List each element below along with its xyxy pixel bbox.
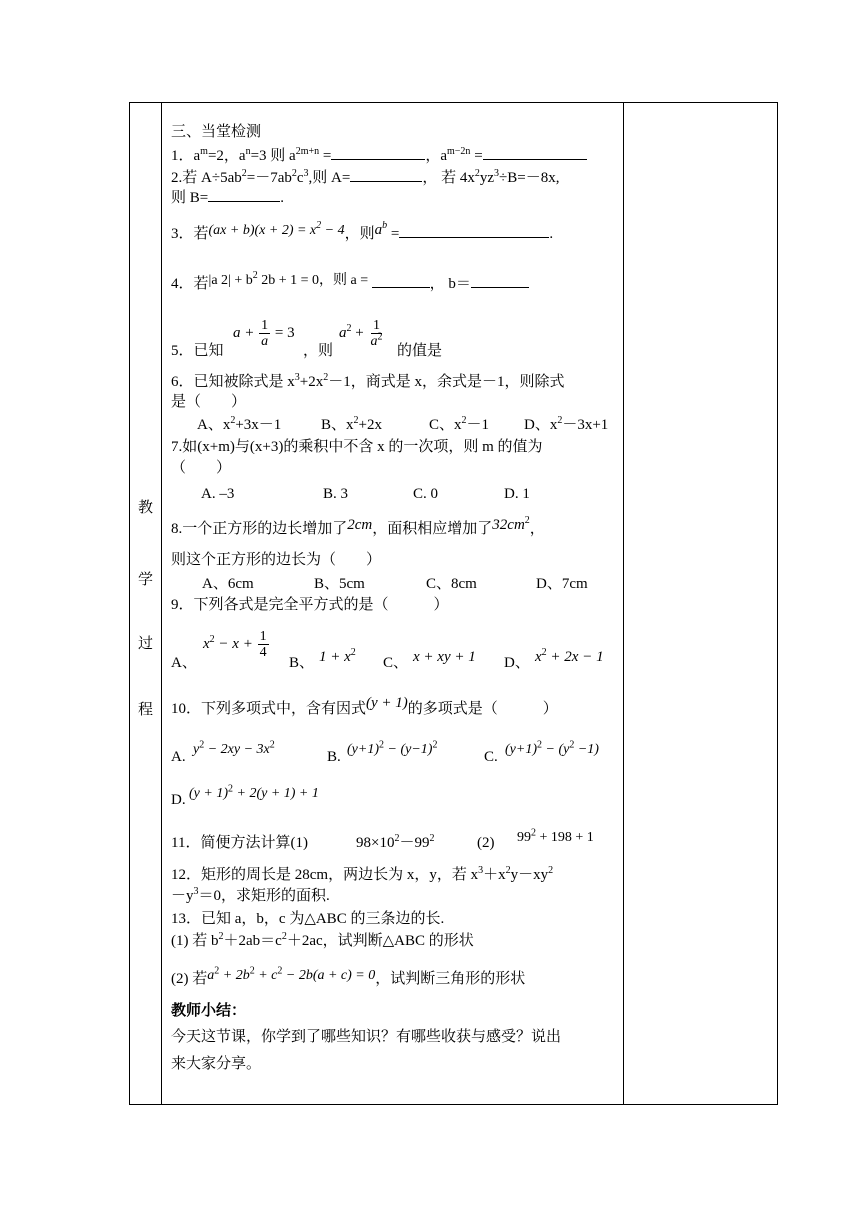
option-d-expression: $(y + 1)^2 + 2(y + 1) + 1$ <box>189 783 319 801</box>
question-12-line-2: $-y^3=0$，求矩形的面积. <box>171 886 330 904</box>
question-13-part-2: (2) 若$a^2 + 2b^2 + c^2 - 2b(a + c) = 0$，试判断三角形的形状 <box>171 965 526 987</box>
option-b[interactable]: B、$x^2+2x$ <box>321 415 382 433</box>
option-b[interactable]: B、 <box>289 655 315 671</box>
question-11: 11．简便方法计算(1) $98\times 10^2-99^2$ (2) $99^2 + 198 + 1$ <box>171 827 594 851</box>
option-c[interactable]: C. 0 <box>413 486 439 502</box>
option-a[interactable]: A、6cm <box>202 576 254 592</box>
option-d[interactable]: D、$x^2-3x+1$ <box>524 415 609 433</box>
question-8-line-2: 则这个正方形的边长为（ ） <box>171 552 382 568</box>
answer-blank[interactable] <box>483 145 587 160</box>
option-a-expression: $x^2 - x$ + $\frac{1}{4}$ <box>203 629 267 660</box>
question-3: 3．若$(ax + b)(x + 2) = x^2 - 4$，则$a^b$ = . <box>171 220 554 242</box>
worksheet-page: 教 学 过 程 三、当堂检测 1．$a^m=2$，$a^n=3$ 则 $a^{2m+n}$ = ，$a^{m-2n}$ = 2.若 $A\div 5ab^2=-7ab^2c^3$,则 A= ， 若 $4x^2yz^3\div B=-8x$, 则 B= . 3．若$(ax + b)(x + 2) = x^2 - 4$，则$a^b$ = . 4．若|a $2| + b^2$ 2b + 1 = 0，则 a = ， b＝ 5．已知 a + $\frac{1}{a}$ = 3 ，则 $a^2$ + $\frac{1}{a^2}$ 的值是 6．已知被除式是 $x^3+2x^2-1$，商式是 x，余式是－1，则除式 是（ ） A、$x^2+3x-1$ B、$x^2+2x$ C、$x^2-1$ D、$x^2-3x+1$ 7.如(x+m)与(x+3)的乘积中不含 x 的一次项，则 m 的值为 （ ） A. –3 B. 3 C. 0 D. 1 8.一个正方形的边长增加了2cm，面积相应增加了$32cm^2$， 则这个正方形的边长为（ ） A、6cm B、5cm C、8cm D、7cm 9．下列各式是完全平方式的是（ ） A、 $x^2 - x$ + $\frac{1}{4}$ B、 $1 + x^2$ C、 x + xy + 1 D、 $x^2 + 2x - 1$ 10．下列多项式中，含有因式(y + 1)的多项式是（ ） A. $y^2 - 2xy - 3x^2$ B. $(y+1)^2 - (y-1)^2$ C. $(y+1)^2 - (y^2 -1)$ D. $(y + 1)^2 + 2(y + 1) + 1$ 11．简便方法计算(1) $98\times 10^2-99^2$ (2) $99^2 + 198 + 1$ 12．矩形的周长是 28cm，两边长为 x，y，若 $x^3+x^2y-xy^2$ $-y^3=0$，求矩形的面积. 13．已知 a，b，c 为△ABC 的三条边的长. (1) 若 $b^2+2ab=c^2+2ac$，试判断△ABC 的形状 (2) 若$a^2 + 2b^2 + c^2 - 2b(a + c) = 0$，试判断三角形的形状 教师小结： 今天这节课，你学到了哪些知识？有哪些收获与感受？说出 来大家分享。 <box>0 0 860 1216</box>
option-a-expression: $y^2 - 2xy - 3x^2$ <box>193 739 275 757</box>
option-c[interactable]: C. <box>484 749 498 765</box>
option-a[interactable]: A、$x^2+3x-1$ <box>197 415 282 433</box>
option-c[interactable]: C、$x^2-1$ <box>429 415 490 433</box>
column-divider-left <box>161 102 162 1105</box>
question-10-line-1: 10．下列多项式中，含有因式(y + 1)的多项式是（ ） <box>171 695 558 717</box>
option-b-expression: $1 + x^2$ <box>319 647 356 665</box>
column-divider-right <box>623 102 624 1105</box>
side-label-char-1: 教 <box>137 500 153 516</box>
option-d[interactable]: D、 <box>504 655 530 671</box>
teacher-summary-title: 教师小结： <box>171 1003 247 1019</box>
option-d-expression: $x^2 + 2x - 1$ <box>535 647 604 665</box>
question-9-line-1: 9．下列各式是完全平方式的是（ ） <box>171 597 449 613</box>
question-12-line-1: 12．矩形的周长是 28cm，两边长为 x，y，若 $x^3+x^2y-xy^2$ <box>171 865 554 883</box>
option-c-expression: $(y+1)^2 - (y^2 -1)$ <box>505 739 599 757</box>
question-2-line-2: 则 B= . <box>171 187 284 208</box>
side-label-char-2: 学 <box>137 572 153 588</box>
option-a[interactable]: A. <box>171 749 186 765</box>
question-13-line-1: 13．已知 a，b，c 为△ABC 的三条边的长. <box>171 911 445 927</box>
answer-blank[interactable] <box>372 273 430 288</box>
option-b-expression: $(y+1)^2 - (y-1)^2$ <box>347 739 438 757</box>
option-c[interactable]: C、8cm <box>426 576 477 592</box>
answer-blank[interactable] <box>350 167 422 182</box>
answer-blank[interactable] <box>399 223 549 238</box>
option-a[interactable]: A、 <box>171 655 197 671</box>
question-1: 1．$a^m=2$，$a^n=3$ 则 $a^{2m+n}$ = ，$a^{m-2n}$ = <box>171 145 587 166</box>
option-a[interactable]: A. –3 <box>201 486 235 502</box>
question-6-line-2: 是（ ） <box>171 394 247 410</box>
option-b[interactable]: B、5cm <box>314 576 365 592</box>
question-13-part-1: (1) 若 $b^2+2ab=c^2+2ac$，试判断△ABC 的形状 <box>171 931 474 949</box>
answer-blank[interactable] <box>208 187 280 202</box>
question-8-line-1: 8.一个正方形的边长增加了2cm，面积相应增加了$32cm^2$， <box>171 515 545 537</box>
option-c-expression: x + xy + 1 <box>413 649 476 665</box>
section-title: 三、当堂检测 <box>171 124 262 140</box>
answer-blank[interactable] <box>471 273 529 288</box>
option-d[interactable]: D. <box>171 792 186 808</box>
teacher-summary-line-1: 今天这节课，你学到了哪些知识？有哪些收获与感受？说出 <box>171 1029 562 1045</box>
answer-blank[interactable] <box>331 145 425 160</box>
question-4: 4．若|a $2| + b^2$ 2b + 1 = 0，则 a = ， b＝ <box>171 273 529 294</box>
side-label-char-3: 过 <box>137 636 153 652</box>
option-d[interactable]: D、7cm <box>536 576 588 592</box>
question-2-line-1: 2.若 $A\div 5ab^2=-7ab^2c^3$,则 A= ， 若 $4x^2yz^3\div B=-8x$, <box>171 168 560 186</box>
option-d[interactable]: D. 1 <box>504 486 530 502</box>
question-10-options <box>171 735 621 771</box>
option-b[interactable]: B. <box>327 749 341 765</box>
teacher-summary-line-2: 来大家分享。 <box>171 1056 262 1072</box>
side-label-char-4: 程 <box>137 702 153 718</box>
option-b[interactable]: B. 3 <box>323 486 349 502</box>
question-9-options <box>171 620 621 678</box>
question-7-line-2: （ ） <box>171 460 232 476</box>
option-c[interactable]: C、 <box>383 655 409 671</box>
question-7-line-1: 7.如(x+m)与(x+3)的乘积中不含 x 的一次项，则 m 的值为 <box>171 439 543 455</box>
question-6-line-1: 6．已知被除式是 $x^3+2x^2-1$，商式是 x，余式是－1，则除式 <box>171 372 565 390</box>
